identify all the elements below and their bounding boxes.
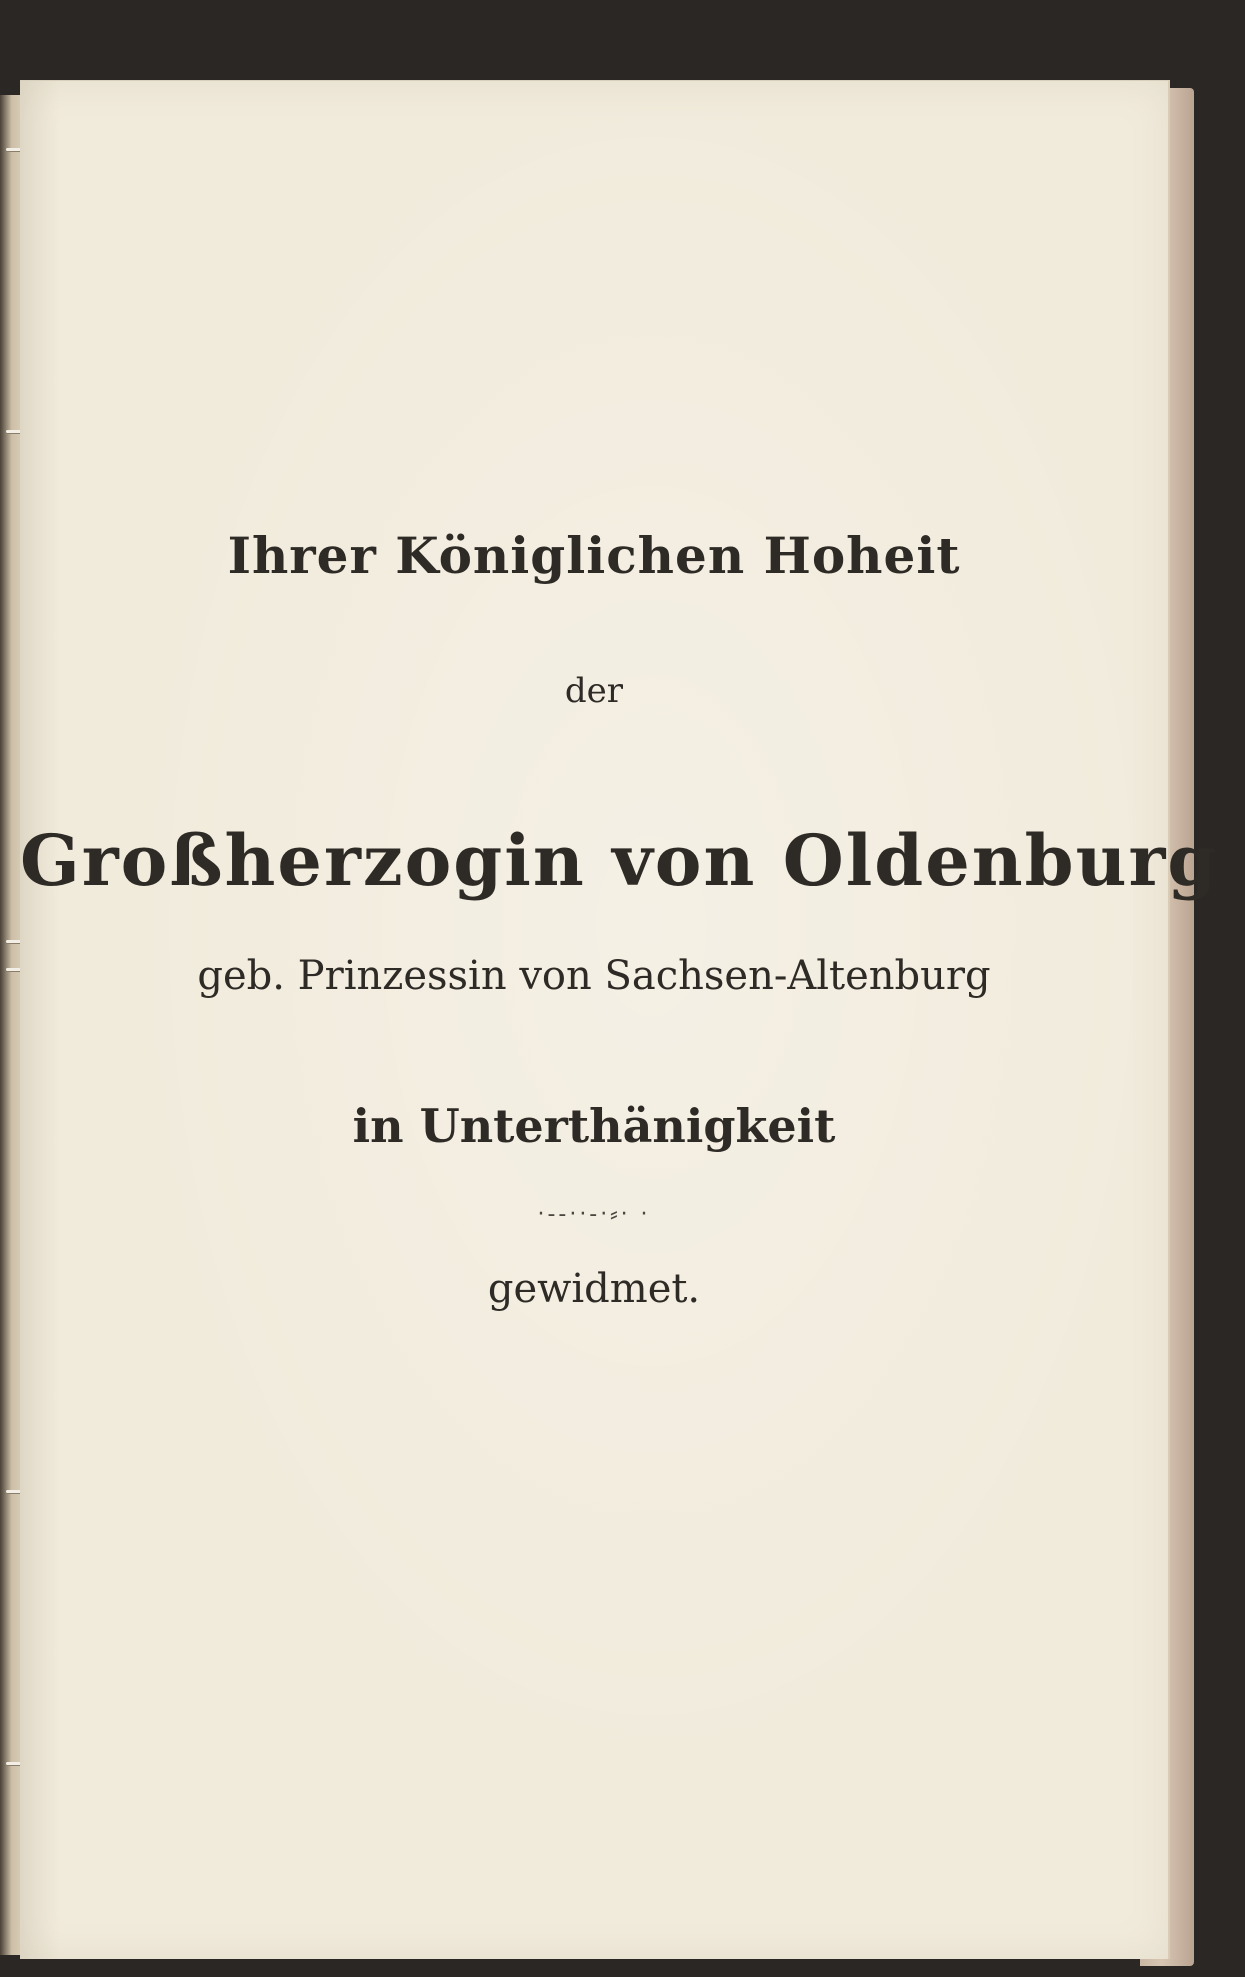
- dedication-closing: gewidmet.: [487, 1266, 701, 1312]
- dedication-honorific: Ihrer Königlichen Hoheit: [227, 526, 961, 585]
- dedication-article: der: [564, 671, 624, 711]
- dedication-page: [20, 80, 1219, 1959]
- dedication-manner: in Unterthänigkeit: [352, 1099, 836, 1153]
- dedication-recipient-origin: geb. Prinzessin von Sachsen-Altenburg: [197, 953, 991, 999]
- decorative-ornament: ·‐‑··‑·⸗· ·: [537, 1202, 651, 1227]
- dedication-recipient-title: Großherzogin von Oldenburg: [20, 819, 1219, 902]
